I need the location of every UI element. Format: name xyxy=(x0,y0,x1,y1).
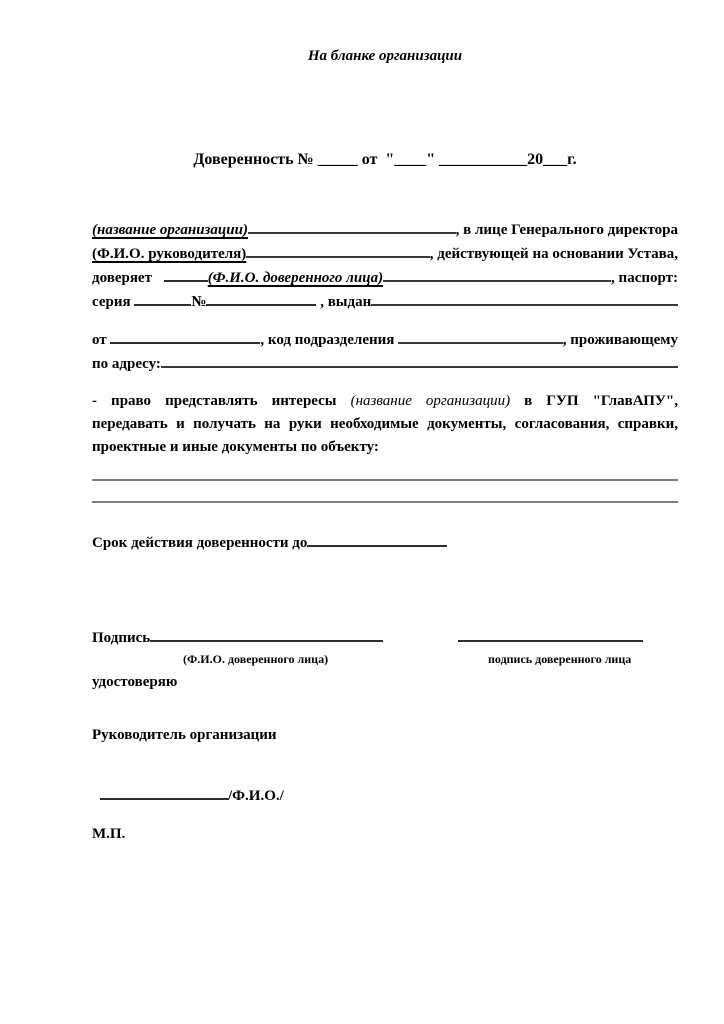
fio-slash-text: /Ф.И.О./ xyxy=(228,788,284,804)
rights-paragraph xyxy=(92,390,678,459)
fio-caption: (Ф.И.О. доверенного лица) xyxy=(183,652,329,666)
rights-org-ref: (название организации) xyxy=(350,393,511,409)
rights-intro-text: - право представлять интересы xyxy=(92,393,337,409)
head-fio-line xyxy=(92,242,678,266)
object-blank-line-2 xyxy=(92,481,678,503)
rights-gup-text: в ГУП "ГлавАПУ", xyxy=(524,393,678,409)
signature-fio-blank xyxy=(150,640,383,642)
issued-text: , выдан xyxy=(316,294,372,310)
signature-gap xyxy=(383,641,458,642)
issued-blank xyxy=(371,304,678,306)
letterhead-note: На бланке организации xyxy=(307,48,463,64)
org-name-line xyxy=(92,218,678,242)
series-text: серия xyxy=(92,294,135,310)
validity-text: Срок действия доверенности до xyxy=(92,535,308,551)
org-name-label: (название организации) xyxy=(92,222,248,238)
head-title-text: Руководитель организации xyxy=(92,727,277,743)
rights-line-3: проектные и иные документы по объекту: xyxy=(92,439,379,455)
passport-text: , паспорт: xyxy=(611,270,678,286)
head-fio-label: (Ф.И.О. руководителя) xyxy=(92,246,247,262)
document-title: Доверенность № _____ от "____" ___________20___г. xyxy=(193,151,577,168)
issued-from-line xyxy=(92,328,678,352)
address-line xyxy=(92,352,678,376)
signature-line xyxy=(92,626,678,650)
seal-text: М.П. xyxy=(92,826,126,842)
seal-line xyxy=(92,822,678,846)
series-blank xyxy=(134,304,191,306)
division-code-blank xyxy=(398,342,563,344)
rights-line-2: передавать и получать на руки необходимые документы, согласования, справки, xyxy=(92,416,678,432)
passport-details-paragraph xyxy=(92,328,678,376)
address-text: по адресу: xyxy=(92,356,161,372)
attorney-fio-blank xyxy=(383,280,611,282)
object-blank-line-1 xyxy=(92,459,678,481)
attorney-blank-before xyxy=(164,280,208,282)
passport-series-line xyxy=(92,290,678,314)
number-sign-text: № xyxy=(191,294,207,310)
signature-sign-blank xyxy=(458,640,643,642)
rights-line-1 xyxy=(92,390,678,413)
org-name-blank xyxy=(248,232,456,234)
from-blank xyxy=(110,342,260,344)
attorney-fio-label: (Ф.И.О. доверенного лица) xyxy=(207,270,384,286)
attorney-line xyxy=(92,266,678,290)
sign-caption: подпись доверенного лица xyxy=(488,652,632,666)
attorney-gap xyxy=(156,281,164,282)
validity-blank xyxy=(307,545,447,547)
address-blank xyxy=(161,366,678,368)
certify-line xyxy=(92,670,678,694)
signature-captions xyxy=(92,650,678,666)
from-text: от xyxy=(92,332,111,348)
validity-line xyxy=(92,531,678,555)
head-fio-blank xyxy=(246,256,429,258)
residing-text: , проживающему xyxy=(562,332,678,348)
head-sign-blank xyxy=(100,798,228,800)
number-blank xyxy=(206,304,316,306)
signature-label: Подпись xyxy=(92,630,151,646)
entrusts-text: доверяет xyxy=(92,270,156,286)
head-title-line xyxy=(92,723,678,747)
division-code-text: , код подразделения xyxy=(260,332,399,348)
principal-paragraph xyxy=(92,218,678,314)
head-signature-line xyxy=(92,784,678,808)
in-person-of-text: , в лице Генерального директора xyxy=(455,222,678,238)
certify-text: удостоверяю xyxy=(92,674,178,690)
acting-on-text: , действующей на основании Устава, xyxy=(429,246,678,262)
